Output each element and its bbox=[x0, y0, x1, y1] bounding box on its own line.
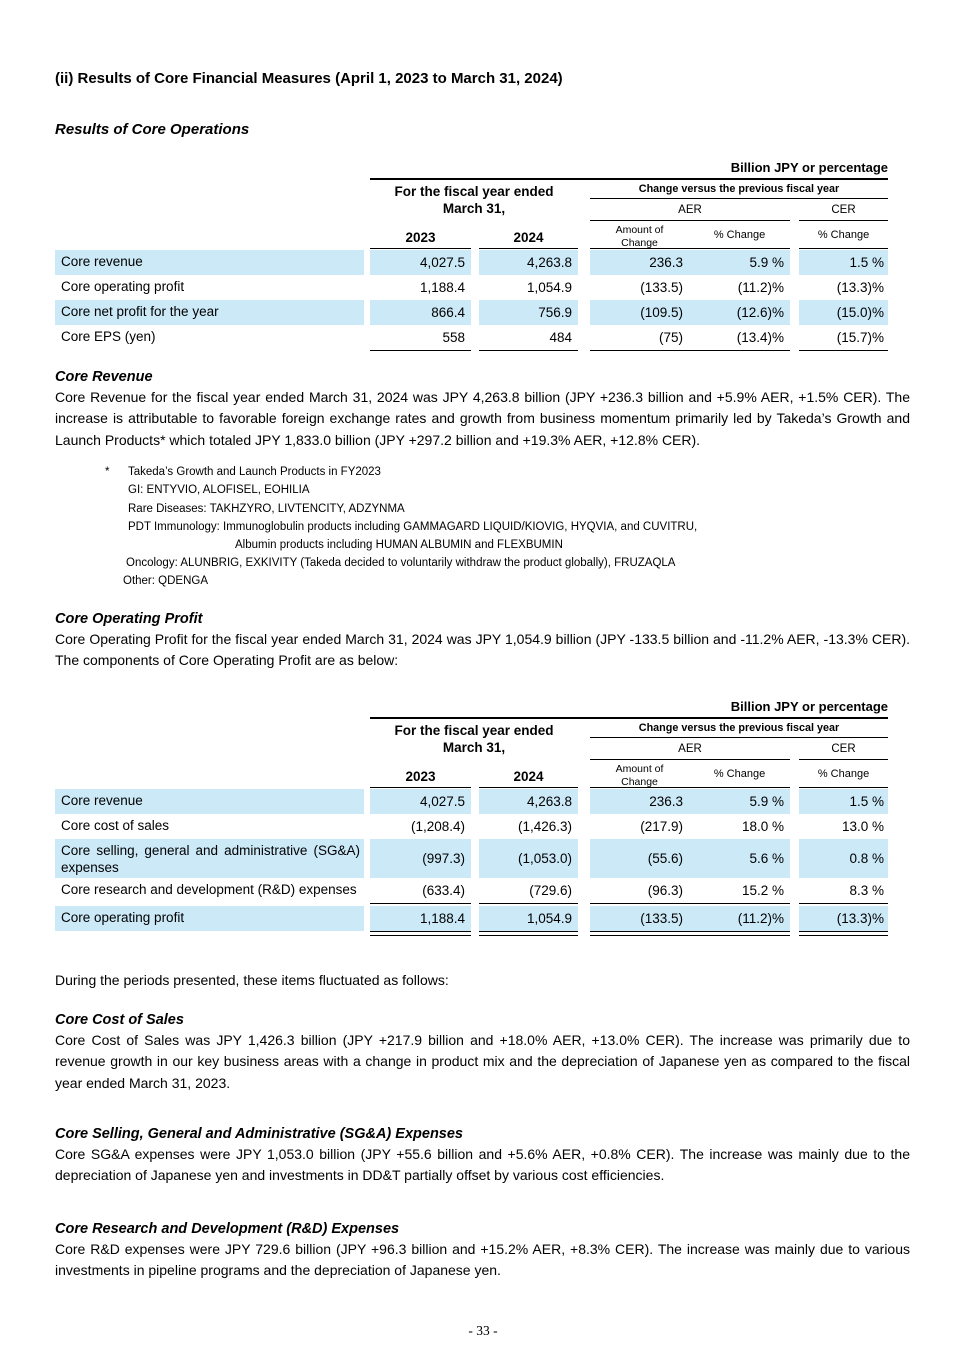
table-cell-v2024: (1,053.0) bbox=[479, 839, 578, 878]
table-row bbox=[55, 878, 888, 903]
table-cell-pct_aer: 5.9 % bbox=[689, 789, 790, 814]
core-cost-of-sales-paragraph: Core Cost of Sales was JPY 1,426.3 billion (JPY +217.9 billion and +18.0% AER, +13.0% CER). The increase was primarily due to revenue growth in our key business areas with a change in product mix and the depreciation of Japanese yen as compared to the fiscal year ended March 31, 2023. bbox=[55, 1031, 910, 1091]
fiscal-year-line2: March 31, bbox=[442, 201, 506, 216]
column-group-cer: CER bbox=[799, 199, 888, 221]
table-cell-pct_cer: (13.3)% bbox=[836, 280, 884, 295]
table-cell-v2024: 1,054.9 bbox=[479, 906, 578, 931]
table-cell-pct_cer: 0.8 % bbox=[799, 839, 888, 878]
column-group-aer: AER bbox=[590, 199, 790, 221]
table-cell-pct_aer: (12.6)% bbox=[689, 300, 790, 325]
core-operating-profit-paragraph: Core Operating Profit for the fiscal year ended March 31, 2024 was JPY 1,054.9 billion (JPY -133.5 billion and -11.2% AER, -13.3% CER). The components of Core Operating Profit are as below: bbox=[55, 630, 910, 669]
table-cell-v2024: 4,263.8 bbox=[479, 250, 578, 275]
table-double-rule bbox=[55, 931, 888, 938]
table-cell-v2023: 558 bbox=[442, 330, 465, 345]
table-cell-pct_cer: (13.3)% bbox=[799, 906, 888, 931]
column-header-2023: 2023 bbox=[370, 221, 471, 249]
column-header-pct-change-cer: % Change bbox=[799, 221, 888, 249]
table-cell-pct_cer: 8.3 % bbox=[849, 883, 884, 899]
column-header-amount-of-change: Amount of Change bbox=[590, 760, 689, 788]
footnote-line: * Takeda’s Growth and Launch Products in FY2023 bbox=[55, 463, 910, 481]
footnote-marker: * bbox=[105, 466, 110, 479]
core-operations-table bbox=[55, 160, 888, 353]
table-cell-v2024: 484 bbox=[549, 330, 572, 345]
table-body bbox=[55, 789, 888, 938]
core-revenue-paragraph: Core Revenue for the fiscal year ended March 31, 2024 was JPY 4,263.8 billion (JPY +236.3 billion and +5.9% AER, +1.5% CER). The increase is attributable to favorable foreign exchange rates and growth from business momentum primarily led by Takeda’s Growth and Launch Products* which totaled JPY 1,833.0 billion (JPY +297.2 billion and +19.3% AER, +12.8% CER). bbox=[55, 389, 910, 448]
table-cell-v2023: 866.4 bbox=[370, 300, 471, 325]
core-cost-of-sales-heading: Core Cost of Sales bbox=[55, 1011, 184, 1028]
table-header bbox=[55, 699, 888, 788]
footnote-line: Oncology: ALUNBRIG, EXKIVITY (Takeda decided to voluntarily withdraw the product globally), FRUZAQLA bbox=[126, 557, 676, 570]
table-unit-label: Billion JPY or percentage bbox=[370, 699, 888, 719]
table-cell-label: Core revenue bbox=[55, 250, 364, 275]
table-cell-v2023: 4,027.5 bbox=[370, 789, 471, 814]
table-cell-pct_aer: (11.2)% bbox=[689, 906, 790, 931]
table-rule bbox=[55, 350, 888, 353]
column-header-pct-change-aer: % Change bbox=[689, 221, 790, 249]
table-cell-amount: 236.3 bbox=[590, 250, 689, 275]
table-cell-pct_cer: 1.5 % bbox=[799, 789, 888, 814]
table-cell-v2024: 4,263.8 bbox=[479, 789, 578, 814]
rule-segment bbox=[590, 350, 790, 353]
column-group-fiscal-year bbox=[370, 719, 578, 760]
table-cell-label: Core net profit for the year bbox=[55, 300, 364, 325]
footnote-line: Albumin products including HUMAN ALBUMIN and FLEXBUMIN bbox=[235, 539, 563, 552]
core-revenue-heading: Core Revenue bbox=[55, 369, 153, 385]
rule-segment bbox=[479, 350, 578, 353]
column-header-2024: 2024 bbox=[479, 221, 578, 249]
fiscal-year-line1: For the fiscal year ended bbox=[394, 184, 554, 199]
table-cell-pct_cer: (15.0)% bbox=[799, 300, 888, 325]
column-header-2023: 2023 bbox=[370, 760, 471, 788]
table-row bbox=[55, 325, 888, 350]
table-row bbox=[55, 839, 888, 878]
table-cell-pct_aer: (13.4)% bbox=[736, 330, 784, 345]
table-cell-label: Core operating profit bbox=[55, 906, 364, 931]
fiscal-year-line2: March 31, bbox=[442, 740, 506, 756]
table-cell-v2023: (997.3) bbox=[370, 839, 471, 878]
table-row bbox=[55, 275, 888, 300]
table-cell-label: Core EPS (yen) bbox=[61, 329, 156, 344]
table-cell-v2023: 4,027.5 bbox=[370, 250, 471, 275]
section-core-cost-of-sales bbox=[55, 1010, 910, 1094]
table-cell-amount: 236.3 bbox=[590, 789, 689, 814]
rule-segment bbox=[370, 350, 471, 353]
table-cell-label: Core operating profit bbox=[61, 279, 185, 294]
section-core-sga bbox=[55, 1124, 910, 1187]
column-group-aer: AER bbox=[590, 738, 790, 760]
interlude-paragraph: During the periods presented, these items fluctuated as follows: bbox=[55, 972, 449, 989]
section-title: Results of Core Operations bbox=[55, 121, 250, 138]
table-cell-label: Core revenue bbox=[55, 789, 364, 814]
table-cell-v2023: 1,188.4 bbox=[419, 280, 465, 295]
rule-segment bbox=[799, 350, 888, 353]
column-header-amount-of-change: Amount of Change bbox=[590, 221, 689, 249]
table-cell-label: Core cost of sales bbox=[61, 818, 170, 834]
table-row bbox=[55, 300, 888, 325]
footnote-line: PDT Immunology: Immunoglobulin products including GAMMAGARD LIQUID/KIOVIG, HYQVIA, and CUVITRU, bbox=[128, 520, 698, 533]
rule-segment bbox=[370, 931, 471, 936]
column-header-pct-change-cer: % Change bbox=[799, 760, 888, 788]
table-cell-amount: (133.5) bbox=[640, 280, 683, 295]
section-core-revenue bbox=[55, 367, 910, 451]
table-body bbox=[55, 250, 888, 353]
core-rd-paragraph: Core R&D expenses were JPY 729.6 billion (JPY +96.3 billion and +15.2% AER, +8.3% CER). The increase was mainly due to various investments in pipeline programs and the depreciation of Japanese yen. bbox=[55, 1240, 910, 1279]
core-rd-heading: Core Research and Development (R&D) Expenses bbox=[55, 1220, 400, 1237]
table-cell-amount: (109.5) bbox=[590, 300, 689, 325]
table-cell-v2024: 1,054.9 bbox=[526, 280, 572, 295]
table-row bbox=[55, 814, 888, 839]
column-header-pct-change-aer: % Change bbox=[689, 760, 790, 788]
core-sga-heading: Core Selling, General and Administrative (SG&A) Expenses bbox=[55, 1126, 463, 1143]
table-cell-amount: (133.5) bbox=[590, 906, 689, 931]
column-group-change: Change versus the previous fiscal year bbox=[590, 719, 888, 738]
table-header bbox=[55, 160, 888, 249]
rule-segment bbox=[590, 931, 790, 936]
column-group-fiscal-year bbox=[370, 180, 578, 221]
table-cell-pct_cer: 13.0 % bbox=[841, 819, 884, 835]
page-number: - 33 - bbox=[468, 1323, 498, 1338]
table-cell-pct_aer: 15.2 % bbox=[741, 883, 784, 899]
column-group-cer: CER bbox=[799, 738, 888, 760]
column-group-change: Change versus the previous fiscal year bbox=[590, 180, 888, 199]
core-operating-profit-heading: Core Operating Profit bbox=[55, 610, 203, 627]
table-cell-label: Core research and development (R&D) expenses bbox=[61, 882, 357, 898]
table-cell-pct_aer: (11.2)% bbox=[737, 280, 784, 295]
section-core-operating-profit bbox=[55, 609, 910, 672]
core-operating-profit-table bbox=[55, 699, 888, 938]
core-sga-paragraph: Core SG&A expenses were JPY 1,053.0 billion (JPY +55.6 billion and +5.6% AER, +0.8% CER). The increase was mainly due to the depreciation of Japanese yen and investments in DD&T partially offset by various cost efficiencies. bbox=[55, 1146, 910, 1184]
table-unit-label: Billion JPY or percentage bbox=[370, 160, 888, 180]
rule-segment bbox=[479, 931, 578, 936]
table-cell-v2023: 1,188.4 bbox=[370, 906, 471, 931]
table-cell-amount: (75) bbox=[658, 330, 683, 345]
table-cell-pct_cer: (15.7)% bbox=[836, 330, 884, 345]
rule-segment bbox=[799, 931, 888, 936]
table-cell-pct_aer: 18.0 % bbox=[741, 819, 784, 835]
table-cell-v2024: (1,426.3) bbox=[517, 819, 572, 835]
table-cell-pct_cer: 1.5 % bbox=[799, 250, 888, 275]
table-cell-v2023: (633.4) bbox=[422, 883, 465, 899]
page-title: (ii) Results of Core Financial Measures (April 1, 2023 to March 31, 2024) bbox=[55, 70, 563, 87]
footnote-line: Rare Diseases: TAKHZYRO, LIVTENCITY, ADZYNMA bbox=[128, 502, 405, 515]
table-cell-v2023: (1,208.4) bbox=[410, 819, 465, 835]
footnote-line: GI: ENTYVIO, ALOFISEL, EOHILIA bbox=[128, 484, 310, 497]
table-row bbox=[55, 250, 888, 275]
section-core-rd bbox=[55, 1219, 910, 1282]
table-cell-v2024: 756.9 bbox=[479, 300, 578, 325]
table-cell-pct_aer: 5.9 % bbox=[689, 250, 790, 275]
footnote-line: Other: QDENGA bbox=[123, 575, 208, 588]
table-cell-pct_aer: 5.6 % bbox=[689, 839, 790, 878]
table-cell-amount: (96.3) bbox=[647, 883, 683, 899]
fiscal-year-line1: For the fiscal year ended bbox=[394, 723, 554, 739]
table-cell-label: Core selling, general and administrative (SG&A) expenses bbox=[55, 839, 364, 878]
table-row bbox=[55, 906, 888, 931]
table-cell-v2024: (729.6) bbox=[529, 883, 572, 899]
column-header-2024: 2024 bbox=[479, 760, 578, 788]
table-cell-amount: (55.6) bbox=[590, 839, 689, 878]
table-row bbox=[55, 789, 888, 814]
table-cell-amount: (217.9) bbox=[640, 819, 683, 835]
growth-launch-products-footnote bbox=[55, 463, 910, 590]
